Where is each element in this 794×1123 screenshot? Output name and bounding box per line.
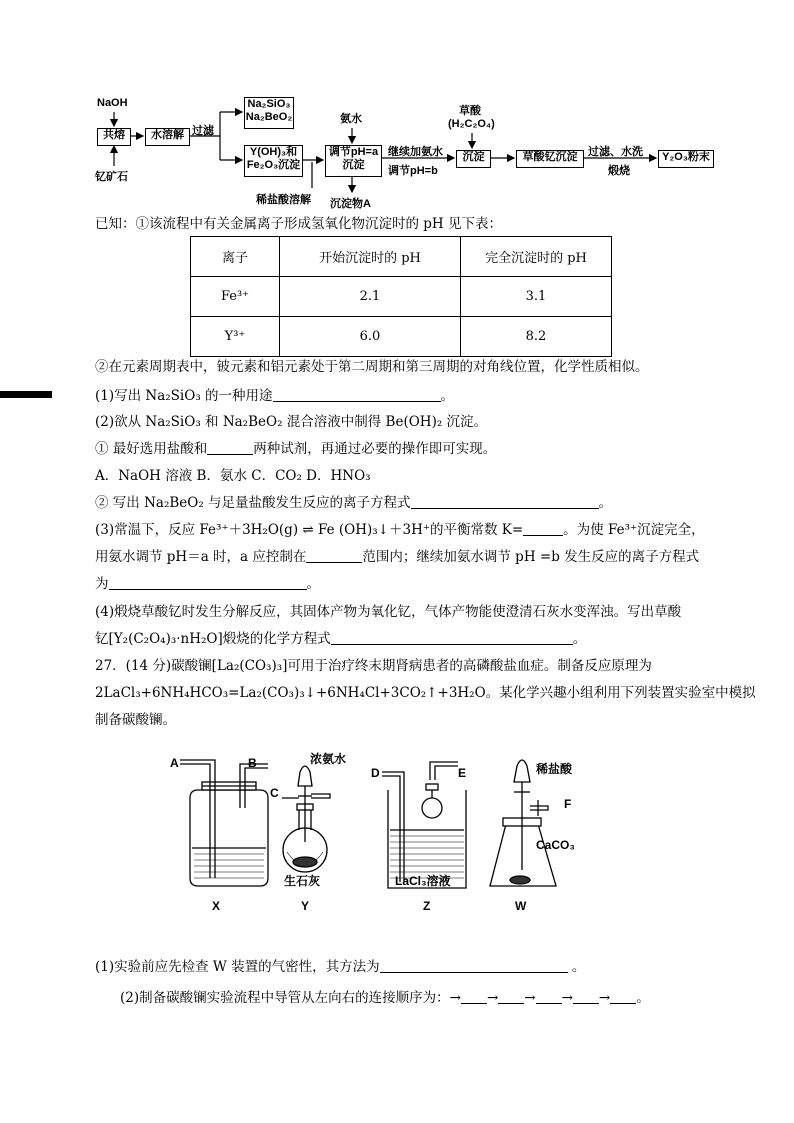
- flow-na2sio3: Na₂SiO₃: [247, 98, 291, 110]
- flow-acid-dissolve: 稀盐酸溶解: [256, 194, 311, 206]
- label-d: D: [371, 766, 380, 780]
- label-conc-ammonia: 浓氨水: [310, 752, 347, 766]
- label-c: C: [270, 786, 279, 800]
- flow-naoh: NaOH: [97, 97, 128, 109]
- answer-blank[interactable]: [331, 630, 573, 645]
- apparatus-x: [180, 760, 268, 886]
- label-dilute-hcl: 稀盐酸: [536, 762, 573, 776]
- flow-cofuse: 共熔: [97, 128, 131, 146]
- table-cell: Fe³⁺: [191, 277, 280, 317]
- flow-final: Y₂O₃粉末: [658, 150, 714, 168]
- flow-precip: 沉淀: [456, 150, 491, 168]
- known-2: ②在元素周期表中，铍元素和铝元素处于第二周期和第三周期的对角线位置，化学性质相似。: [95, 359, 649, 375]
- label-lacl3: LaCl₃溶液: [395, 874, 451, 888]
- table-cell: 8.2: [461, 317, 612, 357]
- problem-27-c: 制备碳酸镧。: [95, 712, 176, 728]
- flow-calcine: 煅烧: [608, 165, 630, 177]
- known-intro: 已知：①该流程中有关金属离子形成氢氧化物沉淀时的 pH 见下表：: [95, 216, 502, 232]
- label-a: A: [170, 756, 179, 770]
- ph-table: [190, 236, 612, 357]
- question-4: (4)煅烧草酸钇时发生分解反应，其固体产物为氧化钇，气体产物能使澄清石灰水变浑浊。写出草酸: [95, 604, 682, 620]
- answer-blank[interactable]: [498, 989, 524, 1004]
- flow-adjust-ph: 调节pH=a: [328, 146, 379, 158]
- flow-fe2o3: Fe₂O₃沉淀: [246, 159, 301, 171]
- flow-precip-a: 沉淀物A: [330, 198, 371, 210]
- flow-top-product: [244, 97, 294, 129]
- table-row: [191, 277, 612, 317]
- apparatus-w: [490, 760, 556, 886]
- flow-adjust-precip: 沉淀: [342, 159, 365, 171]
- answer-blank[interactable]: [306, 548, 362, 563]
- flow-oxalic: 草酸: [459, 105, 481, 117]
- question-1: (1)写出 Na₂SiO₃ 的一种用途 。: [95, 388, 455, 404]
- flow-bottom-product: [244, 145, 303, 177]
- problem-27-b: 2LaCl₃+6NH₄HCO₃=La₂(CO₃)₃↓+6NH₄Cl+3CO₂↑+3H₂O。某化学兴趣小组利用下列装置实验室中模拟: [95, 685, 756, 701]
- flow-y-oxalate: 草酸钇沉淀: [516, 150, 584, 168]
- question-2a: ① 最好选用盐酸和 两种试剂，再通过必要的操作即可实现。: [95, 441, 497, 457]
- table-header-row: [191, 237, 612, 277]
- answer-blank[interactable]: [380, 958, 568, 973]
- apparatus-y: [282, 766, 330, 872]
- label-x: X: [212, 899, 221, 913]
- label-quicklime: 生石灰: [284, 874, 321, 888]
- answer-blank[interactable]: [411, 494, 599, 509]
- answer-blank[interactable]: [610, 989, 636, 1004]
- label-b: B: [248, 756, 257, 770]
- table-cell: 3.1: [461, 277, 612, 317]
- table-row: [191, 317, 612, 357]
- table-cell: 6.0: [280, 317, 461, 357]
- answer-blank[interactable]: [461, 989, 487, 1004]
- flow-na2beo2: Na₂BeO₂: [245, 111, 293, 123]
- sub-question-1: (1)实验前应先检查 W 装置的气密性，其方法为 。: [95, 959, 586, 975]
- margin-bar: [0, 391, 52, 398]
- flow-yoh3: Y(OH)₃和: [249, 146, 298, 158]
- flow-oxalic-formula: (H₂C₂O₄): [448, 118, 495, 130]
- table-header: 离子: [191, 237, 280, 277]
- flow-filter: 过滤: [192, 125, 214, 137]
- apparatus-z: [382, 762, 466, 888]
- answer-blank[interactable]: [523, 521, 563, 536]
- answer-blank[interactable]: [273, 387, 441, 402]
- flow-ore: 钇矿石: [95, 171, 128, 183]
- label-f: F: [564, 797, 572, 811]
- options: A．NaOH 溶液 B．氨水 C．CO₂ D．HNO₃: [95, 468, 371, 484]
- question-3c: 为 。: [95, 576, 320, 592]
- label-e: E: [458, 766, 467, 780]
- question-4b: 钇[Y₂(C₂O₄)₃·nH₂O]煅烧的化学方程式 。: [95, 631, 587, 647]
- flow-adjust: [325, 145, 382, 177]
- question-3b: 用氨水调节 pH＝a 时，a 应控制在 范围内；继续加氨水调节 pH =b 发生反应的离子方程式: [95, 549, 700, 565]
- question-2: (2)欲从 Na₂SiO₃ 和 Na₂BeO₂ 混合溶液中制得 Be(OH)₂ 沉淀。: [95, 414, 488, 430]
- label-w: W: [515, 899, 527, 913]
- answer-blank[interactable]: [536, 989, 562, 1004]
- table-cell: Y³⁺: [191, 317, 280, 357]
- sub-question-2: (2)制备碳酸镧实验流程中导管从左向右的连接顺序为：→ → → → → 。: [120, 990, 650, 1006]
- table-header: 开始沉淀时的 pH: [280, 237, 461, 277]
- answer-blank[interactable]: [573, 989, 599, 1004]
- answer-blank[interactable]: [207, 440, 253, 455]
- answer-blank[interactable]: [109, 575, 307, 590]
- table-header: 完全沉淀时的 pH: [461, 237, 612, 277]
- label-z: Z: [423, 899, 431, 913]
- flow-filter-wash: 过滤、水洗: [588, 146, 643, 158]
- flow-ammonia: 氨水: [340, 113, 362, 125]
- flow-dissolve: 水溶解: [145, 128, 190, 146]
- question-2b: ② 写出 Na₂BeO₂ 与足量盐酸发生反应的离子方程式 。: [95, 495, 613, 511]
- table-cell: 2.1: [280, 277, 461, 317]
- question-3: (3)常温下，反应 Fe³⁺＋3H₂O(g) ⇌ Fe (OH)₃↓＋3H⁺的平衡常数 K= 。为使 Fe³⁺沉淀完全，: [95, 522, 705, 538]
- label-caco3: CaCO₃: [536, 838, 575, 852]
- flow-adjust-b: 调节pH=b: [388, 165, 438, 177]
- problem-27-a: 27．(14 分)碳酸镧[La₂(CO₃)₃]可用于治疗终末期肾病患者的高磷酸盐血症。制备反应原理为: [95, 658, 652, 674]
- flow-continue-ammonia: 继续加氨水: [388, 146, 443, 158]
- label-y: Y: [301, 899, 310, 913]
